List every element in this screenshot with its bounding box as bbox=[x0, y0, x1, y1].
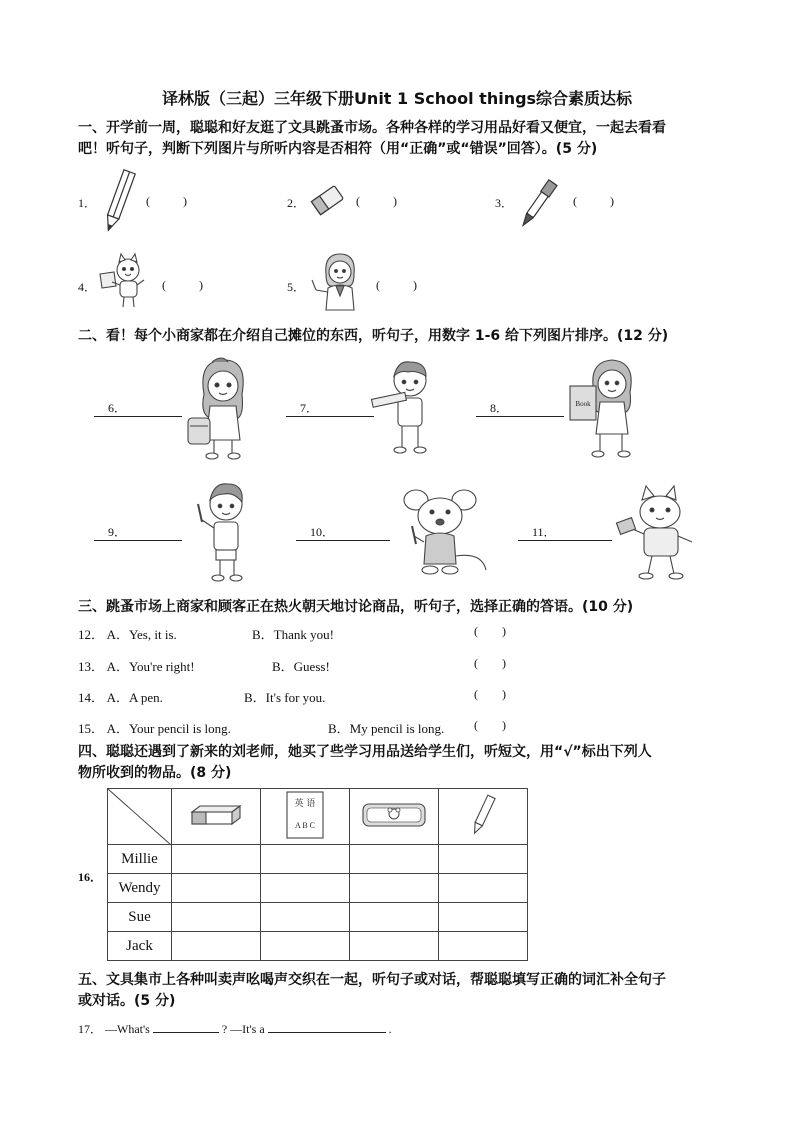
q14-number: 14． bbox=[78, 690, 105, 705]
q15-number: 15． bbox=[78, 721, 105, 736]
column-english-book bbox=[261, 789, 350, 845]
q12-number: 12． bbox=[78, 627, 105, 642]
q11-number: 11． bbox=[532, 525, 556, 539]
table-corner-cell bbox=[108, 789, 172, 845]
q4-number: 4． bbox=[78, 280, 97, 294]
eraser-icon bbox=[186, 800, 246, 830]
check-cell[interactable] bbox=[172, 932, 261, 961]
q8-blank[interactable] bbox=[476, 400, 564, 417]
row-name-wendy: Wendy bbox=[108, 874, 172, 903]
column-pencil-case bbox=[350, 789, 439, 845]
section4-heading bbox=[78, 742, 758, 784]
q4-answer-paren[interactable]: ( ) bbox=[162, 278, 203, 292]
section5-heading-line2: 或对话。(5 分) bbox=[78, 993, 176, 1009]
pencil-case-icon bbox=[359, 798, 429, 832]
check-cell[interactable] bbox=[350, 903, 439, 932]
q2-answer-paren[interactable]: ( ) bbox=[356, 194, 397, 208]
cat-with-eraser-icon bbox=[614, 484, 698, 584]
check-cell[interactable] bbox=[439, 932, 528, 961]
q14-answer-paren[interactable]: ( ) bbox=[474, 687, 506, 701]
q7-number: 7． bbox=[300, 401, 319, 415]
section4-heading-line2: 物所收到的物品。(8 分) bbox=[78, 765, 232, 781]
check-cell[interactable] bbox=[261, 903, 350, 932]
girl-with-book-icon bbox=[566, 354, 640, 460]
q15-line bbox=[78, 718, 231, 737]
table-row bbox=[108, 932, 528, 961]
q10-number: 10． bbox=[310, 525, 335, 539]
q2-number: 2． bbox=[287, 196, 306, 210]
check-cell[interactable] bbox=[350, 874, 439, 903]
q9-blank[interactable] bbox=[94, 524, 182, 541]
girl-with-schoolbag-icon bbox=[182, 354, 262, 460]
check-cell[interactable] bbox=[261, 874, 350, 903]
q14-option-a[interactable]: A．A pen. bbox=[106, 690, 163, 705]
q12-option-b[interactable]: B．Thank you! bbox=[252, 627, 334, 642]
table-header-row bbox=[108, 789, 528, 845]
check-cell[interactable] bbox=[261, 932, 350, 961]
q9-number: 9． bbox=[108, 525, 127, 539]
check-cell[interactable] bbox=[439, 845, 528, 874]
cat-with-paper-icon bbox=[98, 252, 154, 310]
q3-number: 3． bbox=[495, 196, 514, 210]
section3-heading: 三、跳蚤市场上商家和顾客正在热火朝天地讨论商品，听句子，选择正确的答语。(10 分) bbox=[78, 599, 634, 615]
pen-icon bbox=[518, 176, 558, 232]
check-cell[interactable] bbox=[439, 874, 528, 903]
q15-option-b[interactable]: B．My pencil is long. bbox=[328, 721, 445, 736]
boy-with-pencil-icon bbox=[188, 478, 258, 584]
q15-answer-paren[interactable]: ( ) bbox=[474, 718, 506, 732]
check-cell[interactable] bbox=[172, 903, 261, 932]
q14-option-b[interactable]: B．It's for you. bbox=[244, 690, 326, 705]
q13-option-b[interactable]: B．Guess! bbox=[272, 659, 330, 674]
check-cell[interactable] bbox=[172, 845, 261, 874]
q8-number: 8． bbox=[490, 401, 509, 415]
q12-answer-paren[interactable]: ( ) bbox=[474, 624, 506, 638]
book-title-text: 英 语 bbox=[294, 798, 316, 809]
section5-heading bbox=[78, 970, 758, 1012]
section1-heading bbox=[78, 118, 758, 160]
q16-number: 16． bbox=[78, 870, 103, 884]
q14-line bbox=[78, 687, 163, 706]
section4-heading-line1: 四、聪聪还遇到了新来的刘老师，她买了些学习用品送给学生们，听短文，用“√”标出下列人 bbox=[78, 744, 652, 760]
diagonal-line bbox=[108, 789, 171, 845]
q17-blank-1[interactable] bbox=[153, 1032, 219, 1033]
girl-with-pencil-icon bbox=[310, 250, 366, 312]
q5-number: 5． bbox=[287, 280, 306, 294]
section1-heading-line2: 吧！听句子，判断下列图片与所听内容是否相符（用“正确”或“错误”回答）。(5 分) bbox=[78, 141, 598, 157]
eraser-icon bbox=[308, 180, 348, 222]
column-eraser bbox=[172, 789, 261, 845]
row-name-millie: Millie bbox=[108, 845, 172, 874]
pencil-icon bbox=[468, 793, 498, 837]
boy-with-ruler-icon bbox=[368, 354, 442, 456]
table-row bbox=[108, 845, 528, 874]
section5-heading-line1: 五、文具集市上各种叫卖声吆喝声交织在一起，听句子或对话，帮聪聪填写正确的词汇补全句子 bbox=[78, 972, 666, 988]
table-row bbox=[108, 874, 528, 903]
q17-blank-2[interactable] bbox=[268, 1032, 386, 1033]
q1-answer-paren[interactable]: ( ) bbox=[146, 194, 187, 208]
q1-number: 1． bbox=[78, 196, 97, 210]
pencil-icon bbox=[100, 166, 138, 236]
row-name-jack: Jack bbox=[108, 932, 172, 961]
english-book-icon bbox=[283, 790, 327, 840]
check-cell[interactable] bbox=[439, 903, 528, 932]
q17-line bbox=[78, 1020, 392, 1037]
check-cell[interactable] bbox=[261, 845, 350, 874]
section1-heading-line1: 一、开学前一周，聪聪和好友逛了文具跳蚤市场。各种各样的学习用品好看又便宜，一起去看看 bbox=[78, 120, 666, 136]
section2-heading: 二、看！每个小商家都在介绍自己摊位的东西，听句子，用数字 1-6 给下列图片排序。(12 分) bbox=[78, 328, 669, 344]
table-row bbox=[108, 903, 528, 932]
q17-period: . bbox=[388, 1022, 392, 1036]
q13-answer-paren[interactable]: ( ) bbox=[474, 656, 506, 670]
q12-option-a[interactable]: A．Yes, it is. bbox=[106, 627, 177, 642]
q3-answer-paren[interactable]: ( ) bbox=[573, 194, 614, 208]
items-received-table bbox=[107, 788, 528, 961]
q6-number: 6． bbox=[108, 401, 127, 415]
q11-blank[interactable] bbox=[518, 524, 612, 541]
q6-blank[interactable] bbox=[94, 400, 182, 417]
book-letters-text: A B C bbox=[294, 820, 316, 830]
check-cell[interactable] bbox=[172, 874, 261, 903]
q12-line bbox=[78, 624, 177, 643]
q17-number: 17． bbox=[78, 1022, 103, 1036]
q5-answer-paren[interactable]: ( ) bbox=[376, 278, 417, 292]
q13-line bbox=[78, 656, 195, 675]
q17-prompt-what: —What's bbox=[105, 1022, 150, 1036]
q10-blank[interactable] bbox=[296, 524, 390, 541]
check-cell[interactable] bbox=[350, 932, 439, 961]
q13-number: 13． bbox=[78, 659, 105, 674]
q7-blank[interactable] bbox=[286, 400, 374, 417]
q13-option-a[interactable]: A．You're right! bbox=[106, 659, 195, 674]
q17-prompt-its: ? —It's a bbox=[221, 1022, 265, 1036]
q15-option-a[interactable]: A．Your pencil is long. bbox=[106, 721, 231, 736]
check-cell[interactable] bbox=[350, 845, 439, 874]
page-title: 译林版（三起）三年级下册Unit 1 School things综合素质达标 bbox=[161, 89, 633, 108]
book-cover-label: Book bbox=[575, 400, 591, 408]
mouse-with-pencil-icon bbox=[400, 486, 496, 584]
column-pencil bbox=[439, 789, 528, 845]
row-name-sue: Sue bbox=[108, 903, 172, 932]
